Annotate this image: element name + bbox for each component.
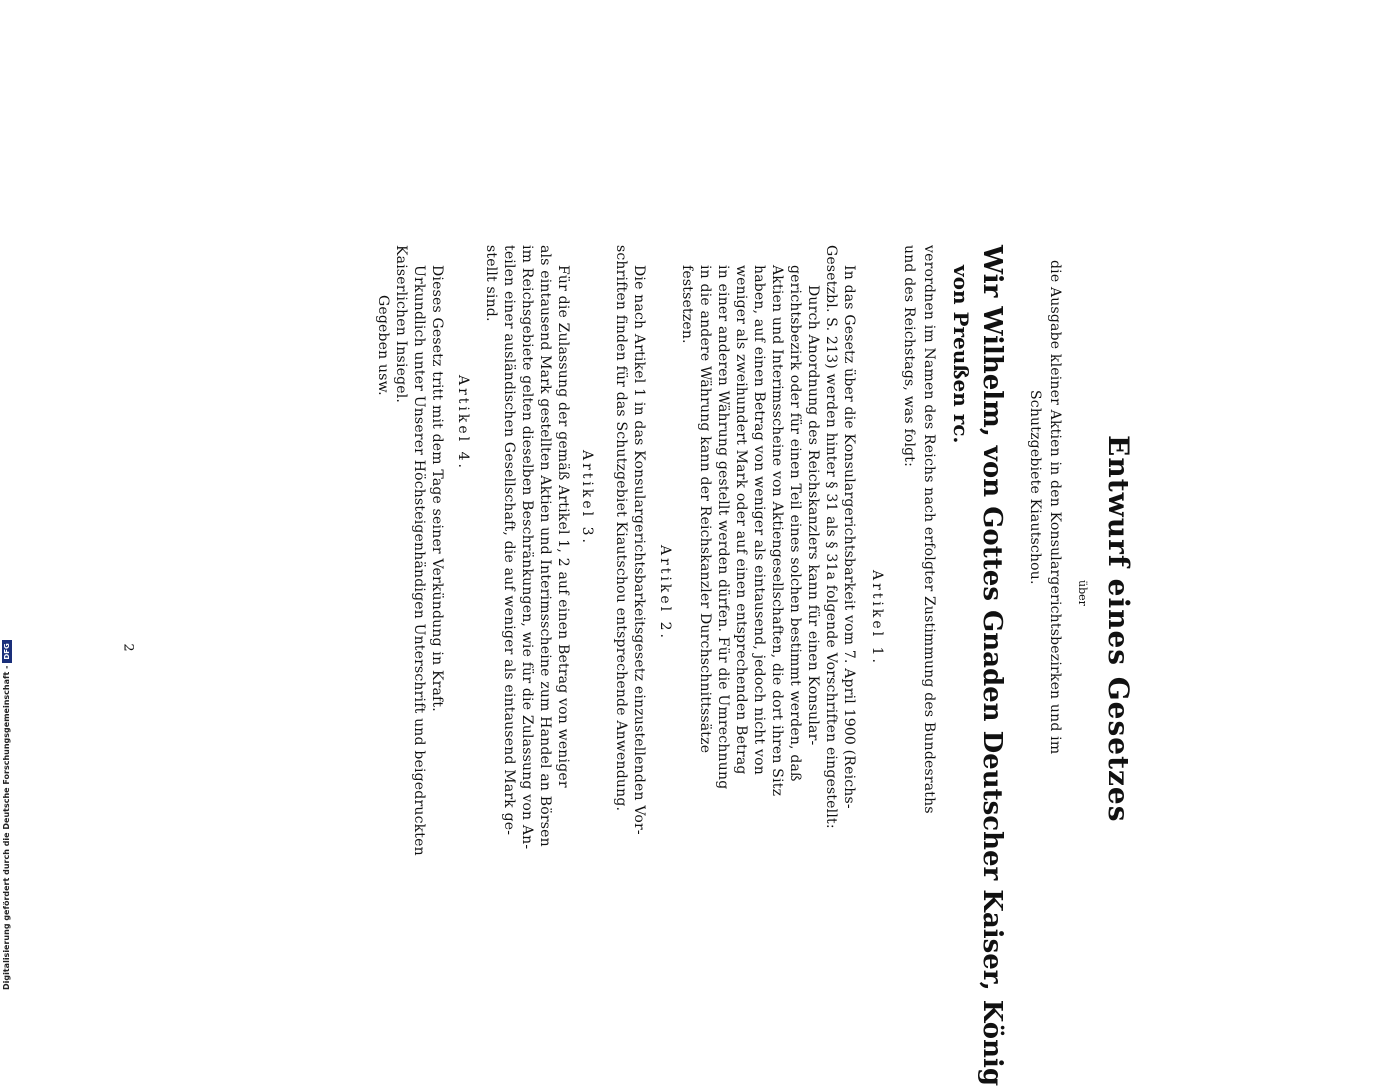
artikel-2-line-2: schriften finden für das Schutzgebiet Kiautschou entsprechende Anwendung. xyxy=(613,245,629,812)
subject-line-1: die Ausgabe kleiner Aktien in den Konsulargerichtsbezirken und im xyxy=(1047,260,1063,755)
artikel-1-para-2-line-7: in die andere Währung kann der Reichskanzler Durchschnittssätze xyxy=(697,265,713,754)
artikel-2-heading: Artikel 2. xyxy=(657,545,673,641)
artikel-1-para-2-line-4: haben, auf einen Betrag von weniger als eintausend, jedoch nicht von xyxy=(751,265,767,775)
artikel-4-heading: Artikel 4. xyxy=(455,375,471,471)
artikel-1-heading: Artikel 1. xyxy=(869,570,885,666)
page-number: 2 xyxy=(120,643,136,652)
artikel-1-para-2-line-2: gerichtsbezirk oder für einen Teil eines solchen bestimmt werden, daß xyxy=(787,265,803,782)
artikel-1-para-1-line-1: In das Gesetz über die Konsulargerichtsbarkeit vom 7. April 1900 (Reichs- xyxy=(841,265,857,809)
verordnen-line-1: verordnen im Namen des Reichs nach erfolgter Zustimmung des Bundesraths xyxy=(921,245,937,814)
artikel-1-para-2-line-3: Aktien und Interimsscheine von Aktiengesellschaften, die dort ihren Sitz xyxy=(769,265,785,797)
dfg-logo-icon: DFG xyxy=(2,640,12,662)
digitization-credit xyxy=(2,640,12,990)
artikel-1-para-2-line-5: weniger als zweihundert Mark oder auf einen entsprechenden Betrag xyxy=(733,265,749,775)
preamble-line-1: Wir Wilhelm, von Gottes Gnaden Deutscher Kaiser, König xyxy=(977,245,1007,1086)
preamble-line-2: von Preußen rc. xyxy=(949,265,973,444)
artikel-1-para-2-line-8: festsetzen. xyxy=(679,265,695,344)
artikel-4-line-1: Dieses Gesetz tritt mit dem Tage seiner Verkündung in Kraft. xyxy=(429,265,445,712)
document-title: Entwurf eines Gesetzes xyxy=(1102,435,1135,823)
document-page xyxy=(175,245,1135,1086)
artikel-3-line-5: stellt sind. xyxy=(483,245,499,322)
artikel-3-line-4: teilen einer ausländischen Gesellschaft, die auf weniger als eintausend Mark ge- xyxy=(501,245,517,836)
artikel-1-para-2-line-1: Durch Anordnung des Reichskanzlers kann für einen Konsular- xyxy=(805,285,821,746)
artikel-3-line-2: als eintausend Mark gestellten Aktien und Interimsscheine zum Handel an Börsen xyxy=(537,245,553,847)
subject-line-2: Schutzgebiete Kiautschou. xyxy=(1027,390,1043,585)
credit-text: Digitalisierung gefördert durch die Deutsche Forschungsgemeinschaft - xyxy=(2,665,11,990)
artikel-1-para-1-line-2: Gesetzbl. S. 213) werden hinter § 31 als § 31a folgende Vorschriften eingestellt: xyxy=(823,245,839,829)
artikel-3-heading: Artikel 3. xyxy=(579,450,595,546)
artikel-3-line-3: im Reichsgebiete gelten dieselben Beschränkungen, wie für die Zulassung von An- xyxy=(519,245,535,850)
artikel-2-line-1: Die nach Artikel 1 in das Konsulargerichtsbarkeitsgesetz einzustellenden Vor- xyxy=(631,265,647,835)
artikel-3-line-1: Für die Zulassung der gemäß Artikel 1, 2 auf einen Betrag von weniger xyxy=(555,265,571,788)
ueber-text: über xyxy=(1076,580,1089,606)
gegeben-text: Gegeben usw. xyxy=(375,295,391,396)
urkund-line-2: Kaiserlichen Insiegel. xyxy=(393,245,409,404)
urkund-line-1: Urkundlich unter Unserer Höchsteigenhändigen Unterschrift und beigedruckten xyxy=(411,265,427,856)
verordnen-line-2: und des Reichstags, was folgt: xyxy=(901,245,917,468)
artikel-1-para-2-line-6: in einer anderen Währung gestellt werden dürfen. Für die Umrechnung xyxy=(715,265,731,790)
